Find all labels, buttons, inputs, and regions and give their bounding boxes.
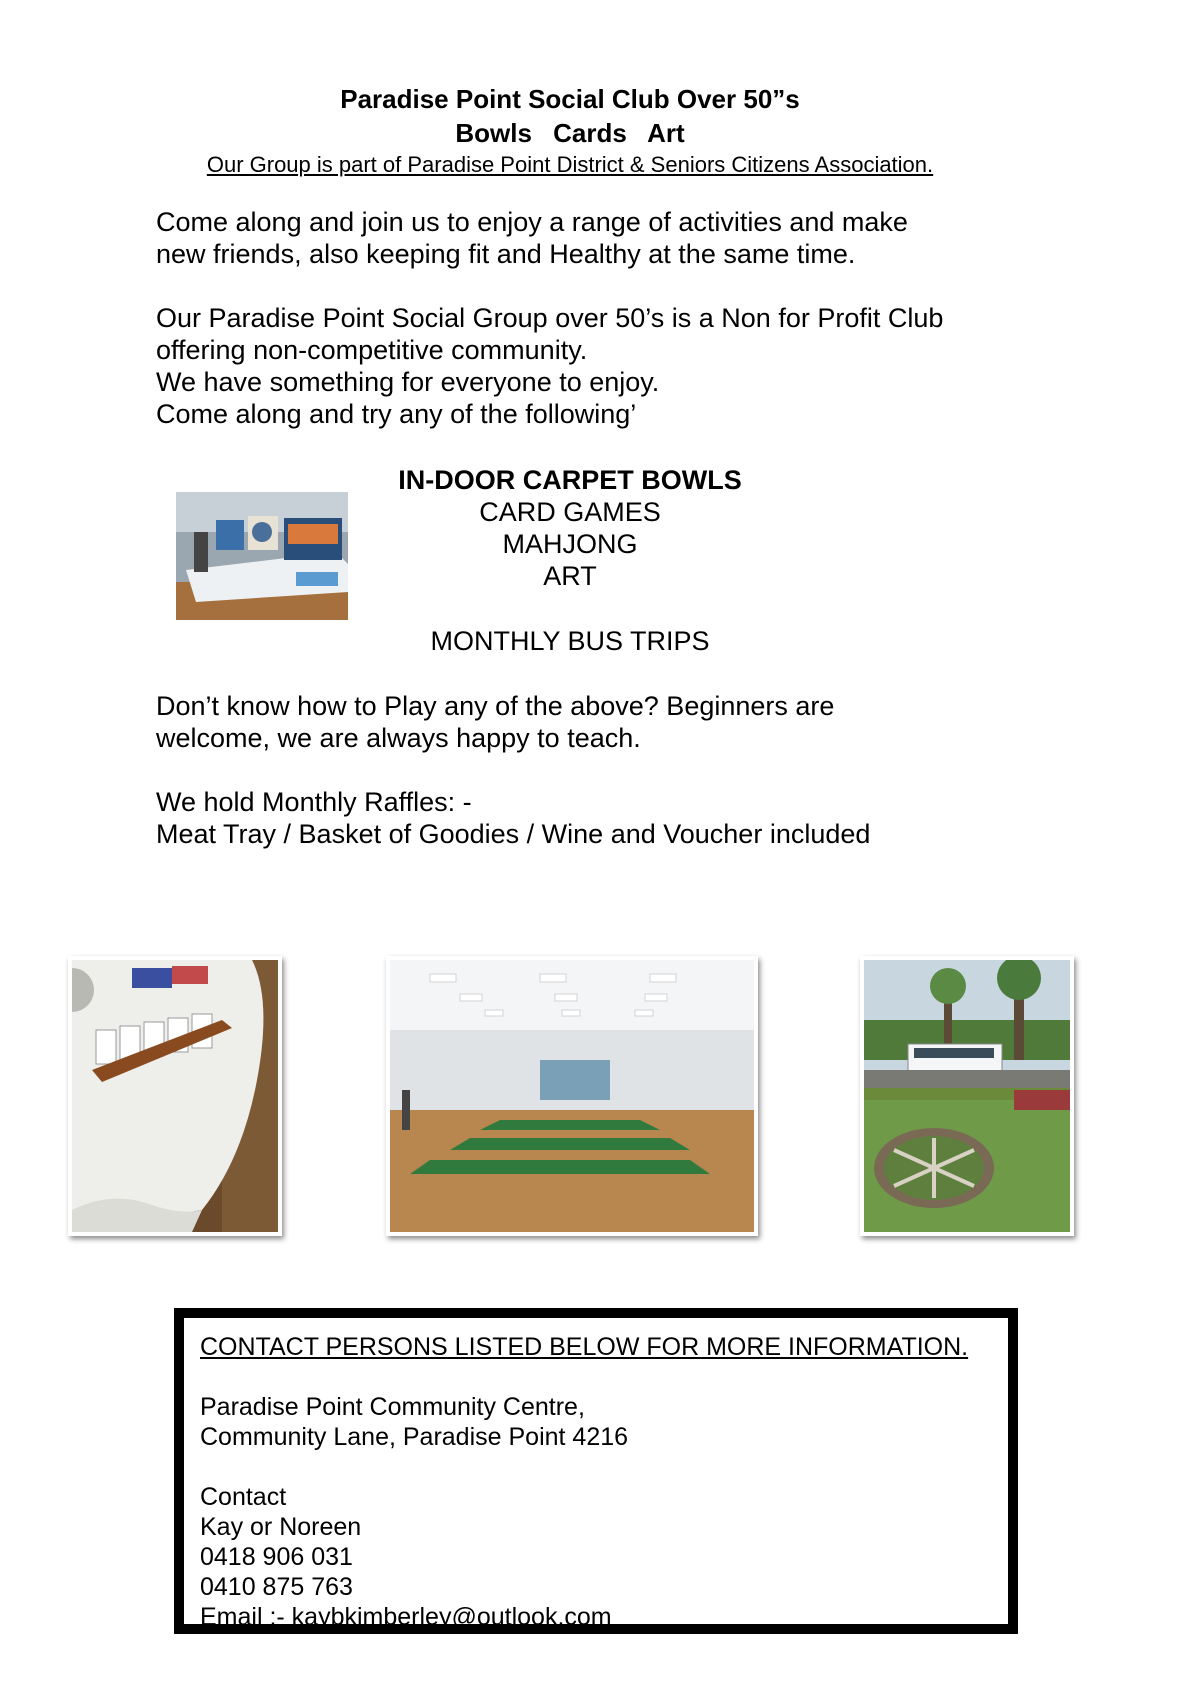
beginners-paragraph <box>156 690 834 754</box>
garden-photo <box>860 956 1074 1236</box>
page-title: Paradise Point Social Club Over 50”s <box>340 84 800 114</box>
bus-trips: MONTHLY BUS TRIPS <box>430 626 710 656</box>
raffles-line: We hold Monthly Raffles: - <box>156 787 472 817</box>
activities-list <box>378 464 762 592</box>
about-paragraph <box>156 302 943 430</box>
contact-phone[interactable]: 0418 906 031 <box>200 1543 353 1571</box>
contact-box <box>174 1308 1018 1634</box>
beginners-line: welcome, we are always happy to teach. <box>156 723 641 753</box>
beginners-line: Don’t know how to Play any of the above? Beginners are <box>156 691 835 721</box>
activity-item: ART <box>543 561 597 591</box>
hall-photo <box>386 956 758 1236</box>
contact-names: Kay or Noreen <box>200 1513 362 1541</box>
contact-venue: Paradise Point Community Centre, <box>200 1393 585 1421</box>
association-note: Our Group is part of Paradise Point District & Seniors Citizens Association. <box>206 152 934 177</box>
art-photo <box>176 492 348 620</box>
raffles-line: Meat Tray / Basket of Goodies / Wine and Voucher included <box>156 819 871 849</box>
about-line: offering non-competitive community. <box>156 335 588 365</box>
about-line: We have something for everyone to enjoy. <box>156 367 660 397</box>
activity-item: IN-DOOR CARPET BOWLS <box>398 465 742 495</box>
contact-phone[interactable]: 0410 875 763 <box>200 1573 353 1601</box>
contact-heading: CONTACT PERSONS LISTED BELOW FOR MORE INFORMATION. <box>200 1333 969 1361</box>
contact-address: Community Lane, Paradise Point 4216 <box>200 1423 629 1451</box>
raffles-paragraph <box>156 786 870 850</box>
activity-item: MAHJONG <box>502 529 638 559</box>
intro-paragraph <box>156 206 908 270</box>
intro-line: new friends, also keeping fit and Healthy at the same time. <box>156 239 856 269</box>
intro-line: Come along and join us to enjoy a range of activities and make <box>156 207 908 237</box>
contact-label: Contact <box>200 1483 287 1511</box>
page-subtitle: Bowls Cards Art <box>455 118 685 148</box>
cards-photo <box>68 956 282 1236</box>
activity-item: CARD GAMES <box>479 497 661 527</box>
about-line: Our Paradise Point Social Group over 50’s is a Non for Profit Club <box>156 303 944 333</box>
contact-email[interactable]: Email :- kaybkimberley@outlook.com <box>200 1603 612 1631</box>
about-line: Come along and try any of the following’ <box>156 399 637 429</box>
